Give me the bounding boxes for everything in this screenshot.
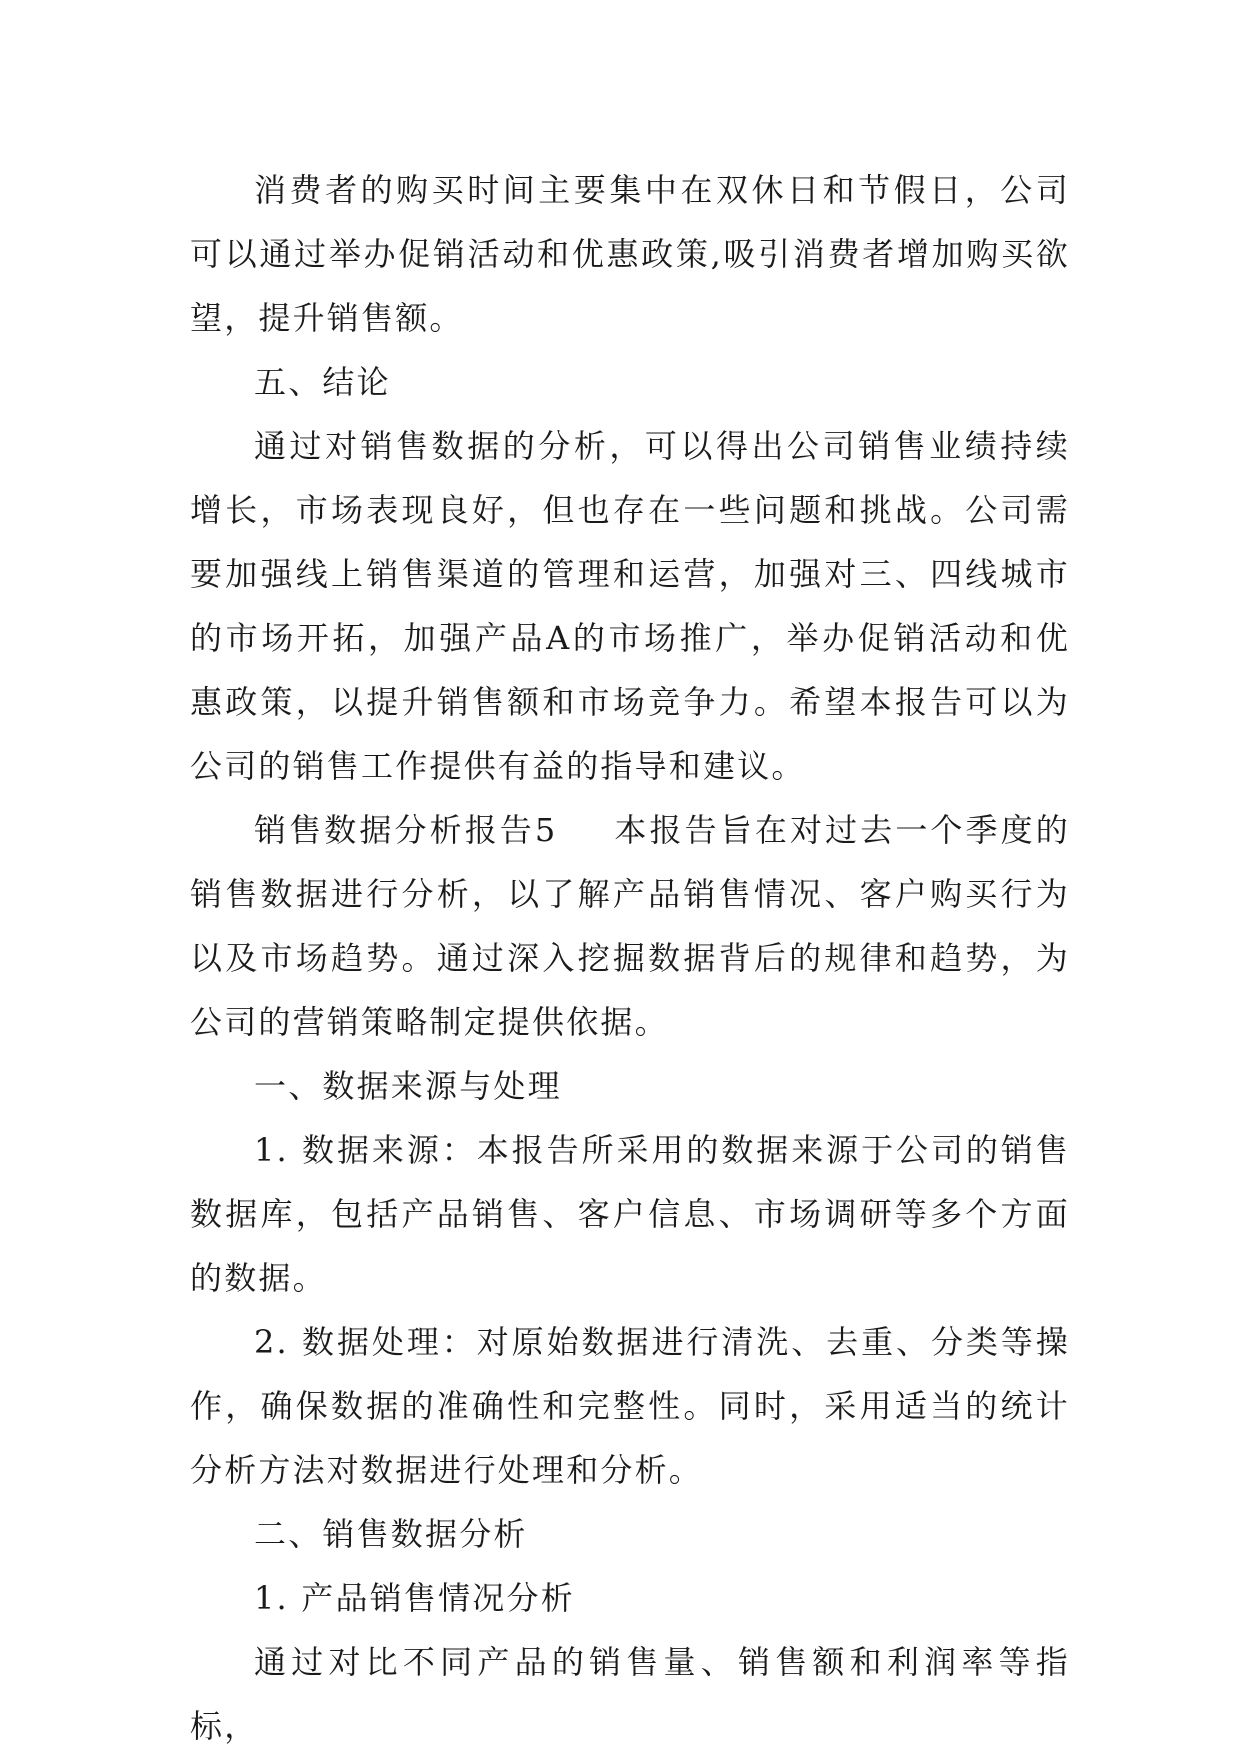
paragraph-consumer-timing: 消费者的购买时间主要集中在双休日和节假日，公司可以通过举办促销活动和优惠政策,吸引消费者增加购买欲望，提升销售额。 [190, 171, 1070, 337]
paragraph-report5-intro [190, 798, 1070, 1054]
paragraph-data-source: 1. 数据来源：本报告所采用的数据来源于公司的销售数据库，包括产品销售、客户信息、市场调研等多个方面的数据。 [190, 1131, 1070, 1297]
document-body [190, 158, 1070, 1758]
report5-title: 销售数据分析报告5 [254, 811, 558, 849]
paragraph-product-comparison: 通过对比不同产品的销售量、销售额和利润率等指标， [190, 1643, 1070, 1745]
report5-intro-text: 本报告旨在对过去一个季度的销售数据进行分析，以了解产品销售情况、客户购买行为以及市场趋势。通过深入挖掘数据背后的规律和趋势，为公司的营销策略制定提供依据。 [190, 811, 1070, 1041]
paragraph-conclusion: 通过对销售数据的分析，可以得出公司销售业绩持续增长，市场表现良好，但也存在一些问题和挑战。公司需要加强线上销售渠道的管理和运营，加强对三、四线城市的市场开拓，加强产品A的市场推广，举办促销活动和优惠政策，以提升销售额和市场竞争力。希望本报告可以为公司的销售工作提供有益的指导和建议。 [190, 427, 1070, 785]
section-heading-sales-analysis: 二、销售数据分析 [254, 1515, 528, 1553]
section-heading-data-source: 一、数据来源与处理 [254, 1067, 562, 1105]
section-heading-conclusion: 五、结论 [254, 363, 391, 401]
subheading-product-sales: 1. 产品销售情况分析 [254, 1579, 575, 1617]
paragraph-data-processing: 2. 数据处理：对原始数据进行清洗、去重、分类等操作，确保数据的准确性和完整性。同时，采用适当的统计分析方法对数据进行处理和分析。 [190, 1323, 1070, 1489]
